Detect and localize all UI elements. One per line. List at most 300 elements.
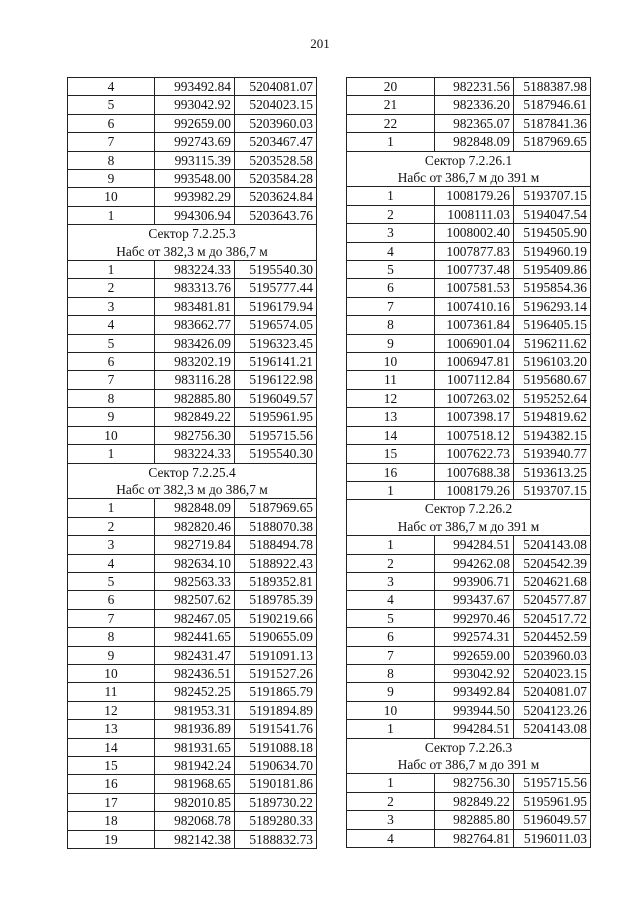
x-coordinate: 982848.09	[155, 499, 235, 517]
x-coordinate: 982885.80	[155, 389, 235, 407]
y-coordinate: 5203643.76	[235, 206, 317, 224]
y-coordinate: 5191088.18	[235, 738, 317, 756]
table-row	[347, 554, 591, 572]
x-coordinate: 982365.07	[435, 114, 514, 132]
x-coordinate: 1007398.17	[435, 408, 514, 426]
y-coordinate: 5195540.30	[235, 445, 317, 463]
y-coordinate: 5188922.43	[235, 554, 317, 572]
x-coordinate: 983662.77	[155, 316, 235, 334]
x-coordinate: 993042.92	[155, 96, 235, 114]
table-row	[68, 78, 317, 96]
table-row	[68, 536, 317, 554]
section-title: Сектор 7.2.26.3	[424, 739, 513, 755]
table-row	[68, 517, 317, 535]
table-row	[347, 297, 591, 315]
point-number: 14	[68, 738, 155, 756]
y-coordinate: 5195252.64	[514, 389, 591, 407]
point-number: 5	[68, 334, 155, 352]
y-coordinate: 5187969.65	[235, 499, 317, 517]
table-row	[347, 683, 591, 701]
y-coordinate: 5204081.07	[235, 78, 317, 96]
x-coordinate: 982756.30	[155, 426, 235, 444]
point-number: 11	[347, 371, 435, 389]
x-coordinate: 1007112.84	[435, 371, 514, 389]
y-coordinate: 5191865.79	[235, 683, 317, 701]
table-row	[68, 720, 317, 738]
y-coordinate: 5188832.73	[235, 830, 317, 848]
x-coordinate: 981936.89	[155, 720, 235, 738]
table-row	[68, 609, 317, 627]
section-subtitle: Набс от 386,7 м до 391 м	[397, 518, 540, 534]
table-row	[68, 334, 317, 352]
table-row	[68, 133, 317, 151]
y-coordinate: 5188070.38	[235, 517, 317, 535]
section-subtitle: Набс от 386,7 м до 391 м	[397, 756, 540, 772]
table-row	[68, 389, 317, 407]
point-number: 8	[68, 151, 155, 169]
table-row	[347, 572, 591, 590]
table-row	[68, 445, 317, 463]
table-row	[68, 572, 317, 590]
y-coordinate: 5193940.77	[514, 445, 591, 463]
section-header-row	[347, 500, 591, 536]
point-number: 5	[347, 261, 435, 279]
y-coordinate: 5196049.57	[514, 811, 591, 829]
y-coordinate: 5193707.15	[514, 187, 591, 205]
y-coordinate: 5191091.13	[235, 646, 317, 664]
table-row	[347, 445, 591, 463]
y-coordinate: 5195680.67	[514, 371, 591, 389]
section-subtitle: Набс от 386,7 м до 391 м	[397, 170, 540, 186]
y-coordinate: 5194960.19	[514, 242, 591, 260]
point-number: 15	[347, 445, 435, 463]
x-coordinate: 983426.09	[155, 334, 235, 352]
point-number: 4	[68, 316, 155, 334]
table-row	[347, 334, 591, 352]
table-row	[68, 297, 317, 315]
point-number: 15	[68, 756, 155, 774]
x-coordinate: 982467.05	[155, 609, 235, 627]
section-header-row	[347, 738, 591, 774]
table-row	[68, 701, 317, 719]
x-coordinate: 982336.20	[435, 96, 514, 114]
table-row	[68, 408, 317, 426]
x-coordinate: 982820.46	[155, 517, 235, 535]
point-number: 7	[347, 297, 435, 315]
x-coordinate: 1006947.81	[435, 353, 514, 371]
y-coordinate: 5203528.58	[235, 151, 317, 169]
point-number: 13	[68, 720, 155, 738]
y-coordinate: 5203960.03	[514, 646, 591, 664]
y-coordinate: 5194819.62	[514, 408, 591, 426]
x-coordinate: 982010.85	[155, 793, 235, 811]
y-coordinate: 5204542.39	[514, 554, 591, 572]
point-number: 18	[68, 812, 155, 830]
section-title: Сектор 7.2.25.4	[148, 464, 236, 480]
point-number: 9	[68, 170, 155, 188]
table-row	[347, 224, 591, 242]
section-subtitle: Набс от 382,3 м до 386,7 м	[116, 243, 268, 259]
table-row	[347, 205, 591, 223]
x-coordinate: 1007737.48	[435, 261, 514, 279]
y-coordinate: 5204123.26	[514, 701, 591, 719]
point-number: 12	[68, 701, 155, 719]
table-row	[68, 775, 317, 793]
table-row	[68, 756, 317, 774]
x-coordinate: 993906.71	[435, 572, 514, 590]
table-row	[347, 811, 591, 829]
y-coordinate: 5187969.65	[514, 133, 591, 151]
x-coordinate: 992743.69	[155, 133, 235, 151]
point-number: 4	[68, 554, 155, 572]
x-coordinate: 993492.84	[435, 683, 514, 701]
y-coordinate: 5196211.62	[514, 334, 591, 352]
y-coordinate: 5204023.15	[235, 96, 317, 114]
y-coordinate: 5195409.86	[514, 261, 591, 279]
x-coordinate: 993944.50	[435, 701, 514, 719]
y-coordinate: 5189352.81	[235, 572, 317, 590]
point-number: 1	[68, 445, 155, 463]
table-row	[68, 371, 317, 389]
y-coordinate: 5195777.44	[235, 279, 317, 297]
section-header	[347, 738, 591, 774]
x-coordinate: 982719.84	[155, 536, 235, 554]
point-number: 21	[347, 96, 435, 114]
y-coordinate: 5195715.56	[235, 426, 317, 444]
point-number: 10	[68, 188, 155, 206]
point-number: 13	[347, 408, 435, 426]
y-coordinate: 5190634.70	[235, 756, 317, 774]
x-coordinate: 983116.28	[155, 371, 235, 389]
table-row	[347, 609, 591, 627]
x-coordinate: 993492.84	[155, 78, 235, 96]
x-coordinate: 1007688.38	[435, 463, 514, 481]
table-row	[347, 628, 591, 646]
point-number: 1	[347, 720, 435, 738]
point-number: 22	[347, 114, 435, 132]
section-title: Сектор 7.2.26.1	[424, 152, 513, 168]
point-number: 8	[347, 316, 435, 334]
y-coordinate: 5193707.15	[514, 481, 591, 499]
point-number: 3	[347, 811, 435, 829]
point-number: 8	[68, 628, 155, 646]
table-row	[68, 316, 317, 334]
table-row	[347, 720, 591, 738]
x-coordinate: 982634.10	[155, 554, 235, 572]
x-coordinate: 993115.39	[155, 151, 235, 169]
table-row	[347, 463, 591, 481]
table-row	[347, 261, 591, 279]
x-coordinate: 982563.33	[155, 572, 235, 590]
x-coordinate: 994262.08	[435, 554, 514, 572]
point-number: 10	[68, 426, 155, 444]
point-number: 7	[68, 609, 155, 627]
y-coordinate: 5187841.36	[514, 114, 591, 132]
x-coordinate: 992659.00	[435, 646, 514, 664]
x-coordinate: 982452.25	[155, 683, 235, 701]
y-coordinate: 5204143.08	[514, 536, 591, 554]
table-row	[68, 261, 317, 279]
x-coordinate: 1007581.53	[435, 279, 514, 297]
point-number: 10	[347, 701, 435, 719]
x-coordinate: 994284.51	[435, 536, 514, 554]
point-number: 4	[347, 829, 435, 847]
y-coordinate: 5195715.56	[514, 774, 591, 792]
y-coordinate: 5195961.95	[235, 408, 317, 426]
point-number: 6	[347, 279, 435, 297]
x-coordinate: 981953.31	[155, 701, 235, 719]
table-row	[68, 96, 317, 114]
section-header	[347, 500, 591, 536]
x-coordinate: 992574.31	[435, 628, 514, 646]
point-number: 6	[68, 114, 155, 132]
y-coordinate: 5191894.89	[235, 701, 317, 719]
table-row	[347, 316, 591, 334]
section-header-row	[68, 225, 317, 261]
point-number: 7	[68, 133, 155, 151]
table-row	[68, 426, 317, 444]
section-header	[347, 151, 591, 187]
table-row	[347, 371, 591, 389]
table-row	[347, 774, 591, 792]
point-number: 1	[347, 187, 435, 205]
table-row	[347, 408, 591, 426]
x-coordinate: 1008179.26	[435, 481, 514, 499]
point-number: 1	[68, 499, 155, 517]
coordinates-table-right	[346, 77, 591, 848]
table-row	[347, 96, 591, 114]
y-coordinate: 5189280.33	[235, 812, 317, 830]
x-coordinate: 981942.24	[155, 756, 235, 774]
y-coordinate: 5188494.78	[235, 536, 317, 554]
point-number: 12	[347, 389, 435, 407]
x-coordinate: 993042.92	[435, 664, 514, 682]
y-coordinate: 5203960.03	[235, 114, 317, 132]
table-row	[68, 793, 317, 811]
point-number: 19	[68, 830, 155, 848]
table-row	[347, 426, 591, 444]
y-coordinate: 5191527.26	[235, 664, 317, 682]
page-number: 201	[310, 36, 330, 51]
y-coordinate: 5203584.28	[235, 170, 317, 188]
y-coordinate: 5196049.57	[235, 389, 317, 407]
point-number: 9	[347, 334, 435, 352]
x-coordinate: 1007263.02	[435, 389, 514, 407]
y-coordinate: 5188387.98	[514, 78, 591, 96]
y-coordinate: 5195854.36	[514, 279, 591, 297]
point-number: 8	[68, 389, 155, 407]
point-number: 7	[68, 371, 155, 389]
y-coordinate: 5196141.21	[235, 353, 317, 371]
point-number: 8	[347, 664, 435, 682]
x-coordinate: 982436.51	[155, 664, 235, 682]
x-coordinate: 982849.22	[155, 408, 235, 426]
table-row	[68, 664, 317, 682]
y-coordinate: 5191541.76	[235, 720, 317, 738]
y-coordinate: 5190219.66	[235, 609, 317, 627]
y-coordinate: 5190181.86	[235, 775, 317, 793]
table-row	[68, 353, 317, 371]
y-coordinate: 5204621.68	[514, 572, 591, 590]
x-coordinate: 983481.81	[155, 297, 235, 315]
table-row	[68, 683, 317, 701]
table-row	[347, 664, 591, 682]
x-coordinate: 1008002.40	[435, 224, 514, 242]
y-coordinate: 5187946.61	[514, 96, 591, 114]
x-coordinate: 994284.51	[435, 720, 514, 738]
table-row	[68, 738, 317, 756]
y-coordinate: 5190655.09	[235, 628, 317, 646]
point-number: 2	[347, 205, 435, 223]
section-header	[68, 463, 317, 499]
point-number: 1	[347, 133, 435, 151]
y-coordinate: 5196574.05	[235, 316, 317, 334]
section-subtitle: Набс от 382,3 м до 386,7 м	[116, 481, 268, 497]
x-coordinate: 982849.22	[435, 792, 514, 810]
table-row	[68, 151, 317, 169]
x-coordinate: 983224.33	[155, 261, 235, 279]
x-coordinate: 982231.56	[435, 78, 514, 96]
table-row	[347, 829, 591, 847]
table-row	[347, 78, 591, 96]
point-number: 6	[68, 353, 155, 371]
x-coordinate: 994306.94	[155, 206, 235, 224]
coordinates-table	[67, 77, 317, 849]
point-number: 9	[347, 683, 435, 701]
point-number: 5	[68, 572, 155, 590]
point-number: 2	[68, 279, 155, 297]
x-coordinate: 983224.33	[155, 445, 235, 463]
point-number: 4	[347, 242, 435, 260]
y-coordinate: 5194382.15	[514, 426, 591, 444]
point-number: 11	[68, 683, 155, 701]
point-number: 9	[68, 408, 155, 426]
table-row	[68, 499, 317, 517]
point-number: 2	[68, 517, 155, 535]
point-number: 10	[68, 664, 155, 682]
x-coordinate: 982431.47	[155, 646, 235, 664]
y-coordinate: 5195961.95	[514, 792, 591, 810]
table-row	[68, 188, 317, 206]
point-number: 6	[347, 628, 435, 646]
point-number: 6	[68, 591, 155, 609]
x-coordinate: 982756.30	[435, 774, 514, 792]
x-coordinate: 982764.81	[435, 829, 514, 847]
x-coordinate: 1007518.12	[435, 426, 514, 444]
point-number: 3	[68, 297, 155, 315]
x-coordinate: 981968.65	[155, 775, 235, 793]
point-number: 3	[347, 224, 435, 242]
section-title: Сектор 7.2.25.3	[148, 226, 236, 242]
point-number: 2	[347, 554, 435, 572]
table-row	[347, 389, 591, 407]
table-row	[347, 133, 591, 151]
point-number: 1	[68, 206, 155, 224]
y-coordinate: 5196405.15	[514, 316, 591, 334]
point-number: 2	[347, 792, 435, 810]
point-number: 20	[347, 78, 435, 96]
table-row	[347, 591, 591, 609]
x-coordinate: 983202.19	[155, 353, 235, 371]
table-row	[68, 591, 317, 609]
table-row	[347, 536, 591, 554]
y-coordinate: 5193613.25	[514, 463, 591, 481]
table-row	[347, 242, 591, 260]
table-row	[68, 114, 317, 132]
x-coordinate: 992970.46	[435, 609, 514, 627]
y-coordinate: 5194505.90	[514, 224, 591, 242]
point-number: 1	[68, 261, 155, 279]
point-number: 3	[68, 536, 155, 554]
section-header-row	[68, 463, 317, 499]
x-coordinate: 982142.38	[155, 830, 235, 848]
point-number: 5	[347, 609, 435, 627]
y-coordinate: 5204081.07	[514, 683, 591, 701]
section-title: Сектор 7.2.26.2	[424, 501, 513, 517]
table-row	[68, 830, 317, 848]
point-number: 4	[68, 78, 155, 96]
table-row	[347, 792, 591, 810]
point-number: 1	[347, 774, 435, 792]
y-coordinate: 5196323.45	[235, 334, 317, 352]
table-row	[68, 170, 317, 188]
x-coordinate: 1008111.03	[435, 205, 514, 223]
table-row	[68, 628, 317, 646]
table-row	[68, 646, 317, 664]
x-coordinate: 982507.62	[155, 591, 235, 609]
y-coordinate: 5194047.54	[514, 205, 591, 223]
coordinates-table-left	[67, 77, 317, 849]
x-coordinate: 983313.76	[155, 279, 235, 297]
table-row	[68, 279, 317, 297]
x-coordinate: 1008179.26	[435, 187, 514, 205]
table-row	[347, 187, 591, 205]
table-row	[68, 554, 317, 572]
y-coordinate: 5196293.14	[514, 297, 591, 315]
y-coordinate: 5196122.98	[235, 371, 317, 389]
x-coordinate: 982848.09	[435, 133, 514, 151]
table-row	[68, 812, 317, 830]
y-coordinate: 5189785.39	[235, 591, 317, 609]
y-coordinate: 5196103.20	[514, 353, 591, 371]
x-coordinate: 993548.00	[155, 170, 235, 188]
x-coordinate: 993437.67	[435, 591, 514, 609]
table-row	[347, 701, 591, 719]
x-coordinate: 1007877.83	[435, 242, 514, 260]
y-coordinate: 5196011.03	[514, 829, 591, 847]
y-coordinate: 5204452.59	[514, 628, 591, 646]
y-coordinate: 5204517.72	[514, 609, 591, 627]
x-coordinate: 1007622.73	[435, 445, 514, 463]
y-coordinate: 5189730.22	[235, 793, 317, 811]
table-row	[347, 279, 591, 297]
table-row	[347, 646, 591, 664]
point-number: 7	[347, 646, 435, 664]
y-coordinate: 5203624.84	[235, 188, 317, 206]
x-coordinate: 982068.78	[155, 812, 235, 830]
table-row	[347, 114, 591, 132]
point-number: 14	[347, 426, 435, 444]
y-coordinate: 5196179.94	[235, 297, 317, 315]
x-coordinate: 993982.29	[155, 188, 235, 206]
section-header-row	[347, 151, 591, 187]
y-coordinate: 5203467.47	[235, 133, 317, 151]
table-row	[68, 206, 317, 224]
point-number: 1	[347, 536, 435, 554]
point-number: 9	[68, 646, 155, 664]
x-coordinate: 981931.65	[155, 738, 235, 756]
point-number: 3	[347, 572, 435, 590]
